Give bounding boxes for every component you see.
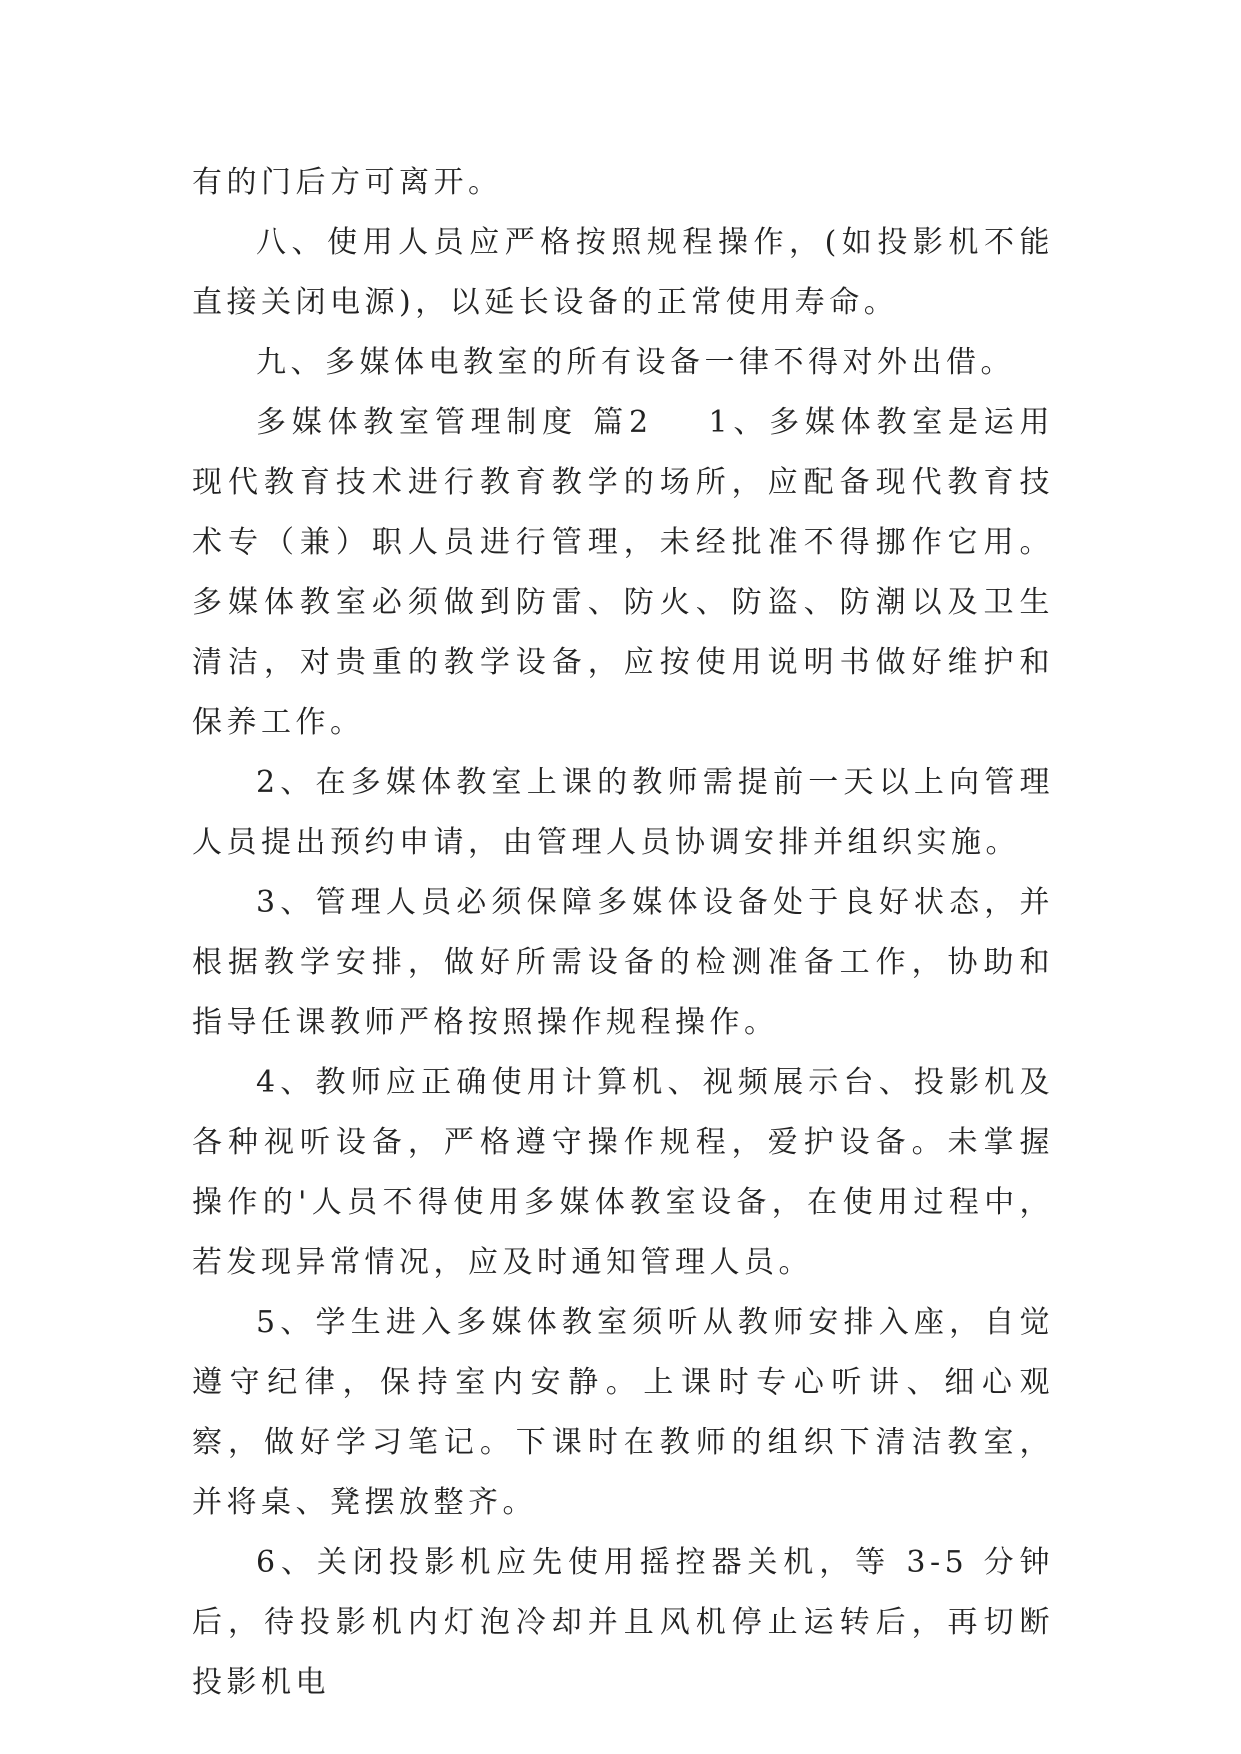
paragraph-rule-4: 4、教师应正确使用计算机、视频展示台、投影机及各种视听设备，严格遵守操作规程，爱护设备。未掌握操作的'人员不得使用多媒体教室设备，在使用过程中，若发现异常情况，应及时通知管理人员。 xyxy=(192,1065,1054,1280)
paragraph-rule-3: 3、管理人员必须保障多媒体设备处于良好状态，并根据教学安排，做好所需设备的检测准备工作，协助和指导任课教师严格按照操作规程操作。 xyxy=(192,885,1054,1040)
paragraph-item-9: 九、多媒体电教室的所有设备一律不得对外出借。 xyxy=(256,345,1015,380)
paragraph-rule-6: 6、关闭投影机应先使用摇控器关机，等 3-5 分钟后，待投影机内灯泡冷却并且风机停止运转后，再切断投影机电 xyxy=(192,1545,1054,1700)
paragraph-item-8: 八、使用人员应严格按照规程操作，(如投影机不能直接关闭电源)，以延长设备的正常使用寿命。 xyxy=(192,225,1054,320)
paragraph-rule-5: 5、学生进入多媒体教室须听从教师安排入座，自觉遵守纪律，保持室内安静。上课时专心听讲、细心观察，做好学习笔记。下课时在教师的组织下清洁教室，并将桌、凳摆放整齐。 xyxy=(192,1305,1054,1520)
section-rule-1: 1、多媒体教室是运用现代教育技术进行教育教学的场所，应配备现代教育技术专（兼）职人员进行管理，未经批准不得挪作它用。多媒体教室必须做到防雷、防火、防盗、防潮以及卫生清洁，对贵重的教学设备，应按使用说明书做好维护和保养工作。 xyxy=(192,405,1054,740)
paragraph-rule-2: 2、在多媒体教室上课的教师需提前一天以上向管理人员提出预约申请，由管理人员协调安排并组织实施。 xyxy=(192,765,1054,860)
section-heading: 多媒体教室管理制度 篇2 xyxy=(256,405,653,440)
paragraph-continued: 有的门后方可离开。 xyxy=(192,165,503,200)
paragraph-section-2 xyxy=(192,393,1054,753)
document-body xyxy=(192,153,1054,1713)
